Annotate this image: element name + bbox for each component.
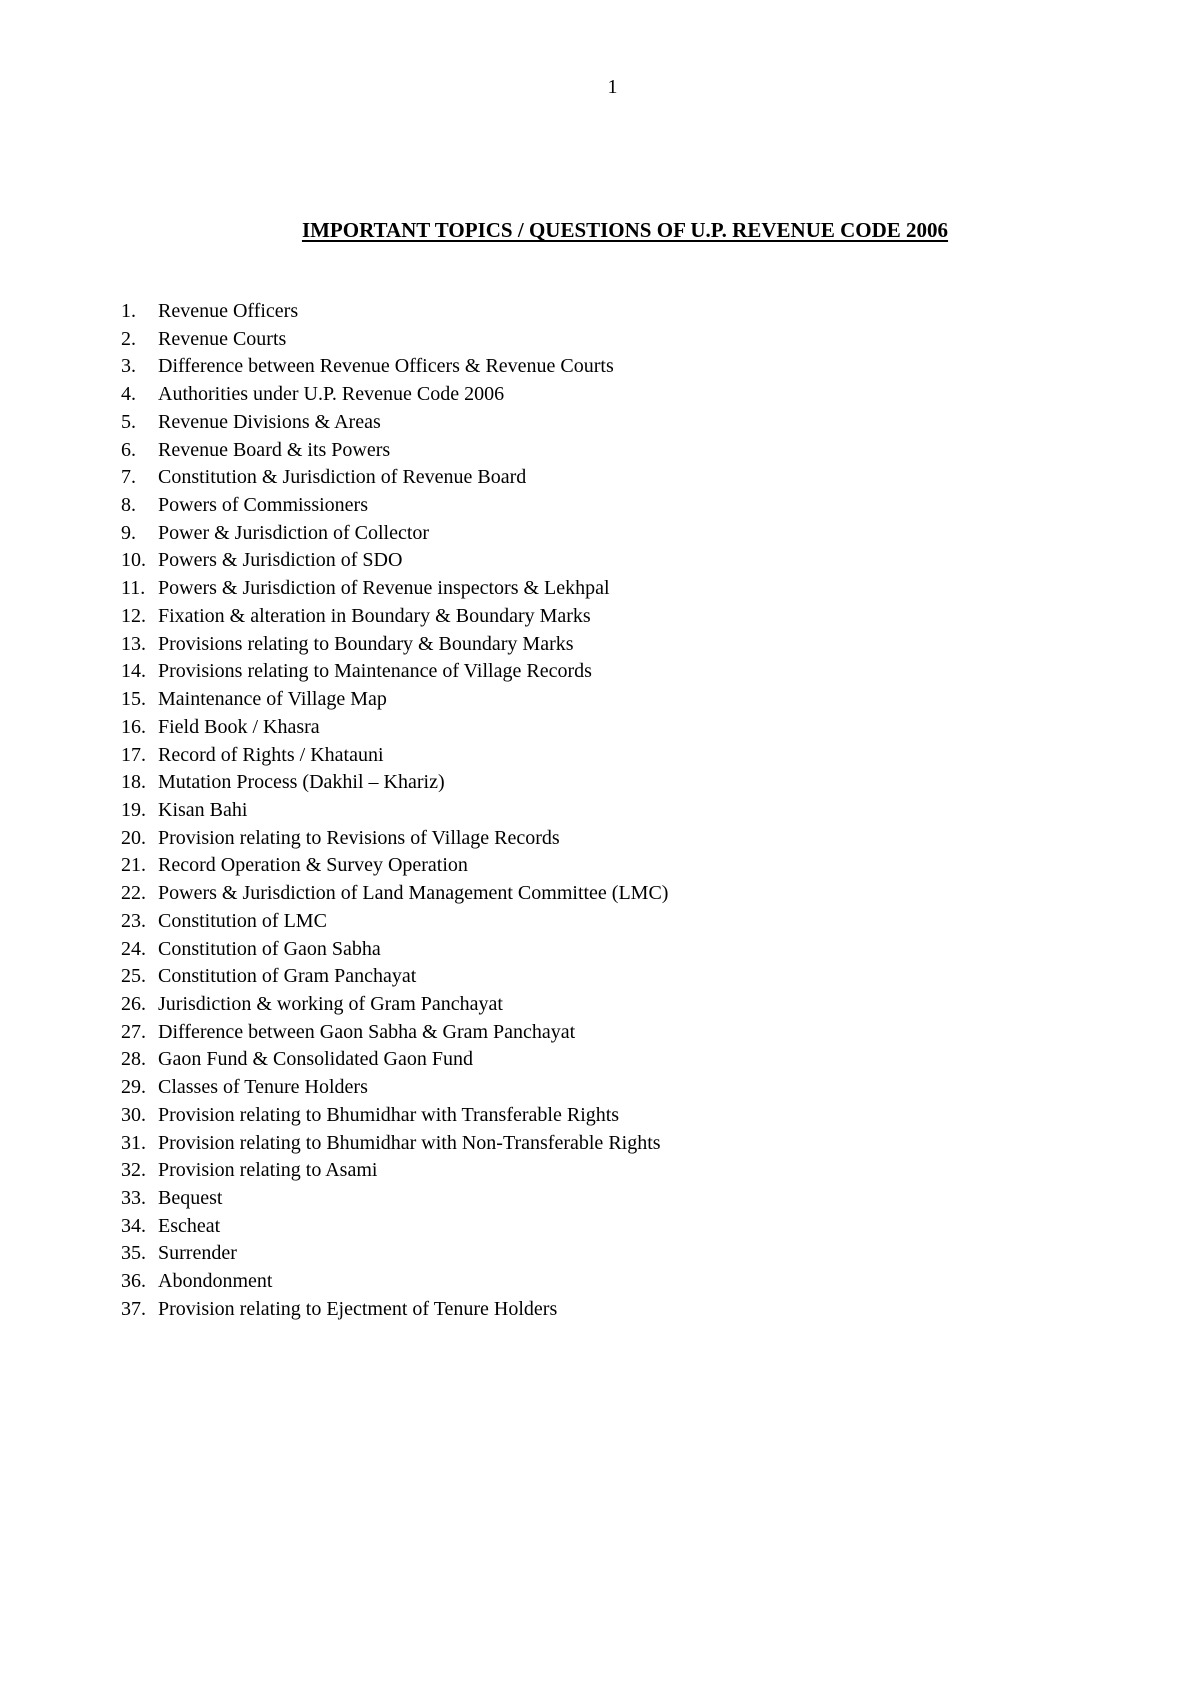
topic-item <box>121 1296 668 1324</box>
topic-number: 6. <box>121 438 136 461</box>
topic-text: Difference between Gaon Sabha & Gram Panchayat <box>158 1020 576 1043</box>
topic-number: 7. <box>121 466 136 489</box>
topic-number: 29. <box>121 1076 146 1099</box>
topic-number: 23. <box>121 909 146 932</box>
topic-item <box>121 575 668 603</box>
topic-item <box>121 1074 668 1102</box>
topic-item <box>121 326 668 354</box>
topic-text: Power & Jurisdiction of Collector <box>158 521 430 544</box>
topic-text: Constitution of Gaon Sabha <box>158 937 381 960</box>
topic-text: Constitution of Gram Panchayat <box>158 965 417 988</box>
topic-text: Provisions relating to Boundary & Boundary Marks <box>158 632 574 655</box>
topic-number: 10. <box>121 549 146 572</box>
topic-item <box>121 1268 668 1296</box>
topic-text: Provision relating to Revisions of Village Records <box>158 826 560 849</box>
topic-item <box>121 797 668 825</box>
topic-number: 35. <box>121 1242 146 1265</box>
topic-number: 27. <box>121 1020 146 1043</box>
topic-item <box>121 991 668 1019</box>
topic-item <box>121 492 668 520</box>
page-number: 1 <box>607 76 618 98</box>
topic-item <box>121 686 668 714</box>
topic-number: 8. <box>121 494 136 517</box>
topic-item <box>121 963 668 991</box>
topic-number: 1. <box>121 300 136 322</box>
topic-text: Provision relating to Asami <box>158 1159 378 1182</box>
topic-number: 13. <box>121 632 146 655</box>
topic-number: 24. <box>121 937 146 960</box>
topic-item <box>121 658 668 686</box>
topic-number: 22. <box>121 882 146 905</box>
topic-number: 15. <box>121 688 146 711</box>
topic-item <box>121 1240 668 1268</box>
topic-text: Constitution & Jurisdiction of Revenue Board <box>158 466 527 489</box>
topic-item <box>121 769 668 797</box>
topic-number: 37. <box>121 1297 146 1320</box>
topic-number: 31. <box>121 1131 146 1154</box>
topic-text: Record of Rights / Khatauni <box>158 743 384 766</box>
topic-item <box>121 714 668 742</box>
topic-number: 17. <box>121 743 146 766</box>
topic-item <box>121 437 668 465</box>
topic-number: 28. <box>121 1048 146 1071</box>
topic-item <box>121 381 668 409</box>
topic-text: Surrender <box>158 1242 237 1265</box>
topic-number: 12. <box>121 604 146 627</box>
topic-number: 18. <box>121 771 146 794</box>
topic-text: Constitution of LMC <box>158 909 327 932</box>
topic-item <box>121 464 668 492</box>
topic-text: Escheat <box>158 1214 221 1237</box>
topic-text: Provisions relating to Maintenance of Village Records <box>158 660 592 683</box>
topic-text: Provision relating to Bhumidhar with Non-Transferable Rights <box>158 1131 661 1154</box>
topic-number: 30. <box>121 1103 146 1126</box>
topic-text: Record Operation & Survey Operation <box>158 854 468 877</box>
topic-text: Revenue Officers <box>158 300 299 322</box>
topic-text: Revenue Board & its Powers <box>158 438 391 461</box>
topic-number: 2. <box>121 327 136 350</box>
topic-item <box>121 936 668 964</box>
topic-text: Revenue Courts <box>158 327 287 350</box>
topic-number: 21. <box>121 854 146 877</box>
topic-number: 26. <box>121 992 146 1015</box>
topic-item <box>121 852 668 880</box>
topic-number: 32. <box>121 1159 146 1182</box>
topic-number: 25. <box>121 965 146 988</box>
topic-number: 34. <box>121 1214 146 1237</box>
topic-item <box>121 880 668 908</box>
topic-text: Powers of Commissioners <box>158 494 368 517</box>
topic-number: 4. <box>121 383 136 406</box>
topic-text: Difference between Revenue Officers & Revenue Courts <box>158 355 614 378</box>
topic-text: Maintenance of Village Map <box>158 688 387 711</box>
topic-item <box>121 1213 668 1241</box>
topic-text: Authorities under U.P. Revenue Code 2006 <box>158 383 505 406</box>
topic-text: Classes of Tenure Holders <box>158 1076 368 1099</box>
topic-item <box>121 1157 668 1185</box>
topic-number: 20. <box>121 826 146 849</box>
topic-number: 5. <box>121 410 136 433</box>
topic-item <box>121 908 668 936</box>
topic-number: 19. <box>121 798 146 821</box>
topic-number: 16. <box>121 715 146 738</box>
topic-text: Jurisdiction & working of Gram Panchayat <box>158 992 503 1015</box>
topic-text: Abondonment <box>158 1270 273 1293</box>
topic-item <box>121 1185 668 1213</box>
topic-item <box>121 1046 668 1074</box>
document-title: IMPORTANT TOPICS / QUESTIONS OF U.P. REVENUE CODE 2006 <box>301 218 949 242</box>
topic-text: Fixation & alteration in Boundary & Boundary Marks <box>158 604 591 627</box>
topic-number: 3. <box>121 355 136 378</box>
topic-number: 9. <box>121 521 136 544</box>
topic-text: Mutation Process (Dakhil – Khariz) <box>158 771 445 794</box>
topic-number: 11. <box>121 577 146 600</box>
topic-text: Gaon Fund & Consolidated Gaon Fund <box>158 1048 473 1071</box>
topic-item <box>121 1019 668 1047</box>
topic-item <box>121 742 668 770</box>
topic-text: Revenue Divisions & Areas <box>158 410 381 433</box>
topic-text: Bequest <box>158 1187 223 1209</box>
topic-text: Powers & Jurisdiction of Land Management Committee (LMC) <box>158 882 669 905</box>
topic-text: Powers & Jurisdiction of SDO <box>158 549 403 572</box>
topic-item <box>121 520 668 548</box>
topic-text: Powers & Jurisdiction of Revenue inspectors & Lekhpal <box>158 577 610 600</box>
topic-item <box>121 631 668 659</box>
topic-item <box>121 353 668 381</box>
topic-text: Kisan Bahi <box>158 798 248 821</box>
topic-number: 33. <box>121 1187 146 1209</box>
topic-text: Provision relating to Ejectment of Tenure Holders <box>158 1297 558 1320</box>
topic-item <box>121 603 668 631</box>
topic-item <box>121 547 668 575</box>
topic-item <box>121 409 668 437</box>
topic-text: Field Book / Khasra <box>158 715 320 738</box>
topic-number: 14. <box>121 660 146 683</box>
topic-item <box>121 298 668 326</box>
topic-list <box>121 298 668 1324</box>
topic-number: 36. <box>121 1270 146 1293</box>
topic-text: Provision relating to Bhumidhar with Transferable Rights <box>158 1103 620 1126</box>
topic-item <box>121 1130 668 1158</box>
topic-item <box>121 825 668 853</box>
topic-item <box>121 1102 668 1130</box>
